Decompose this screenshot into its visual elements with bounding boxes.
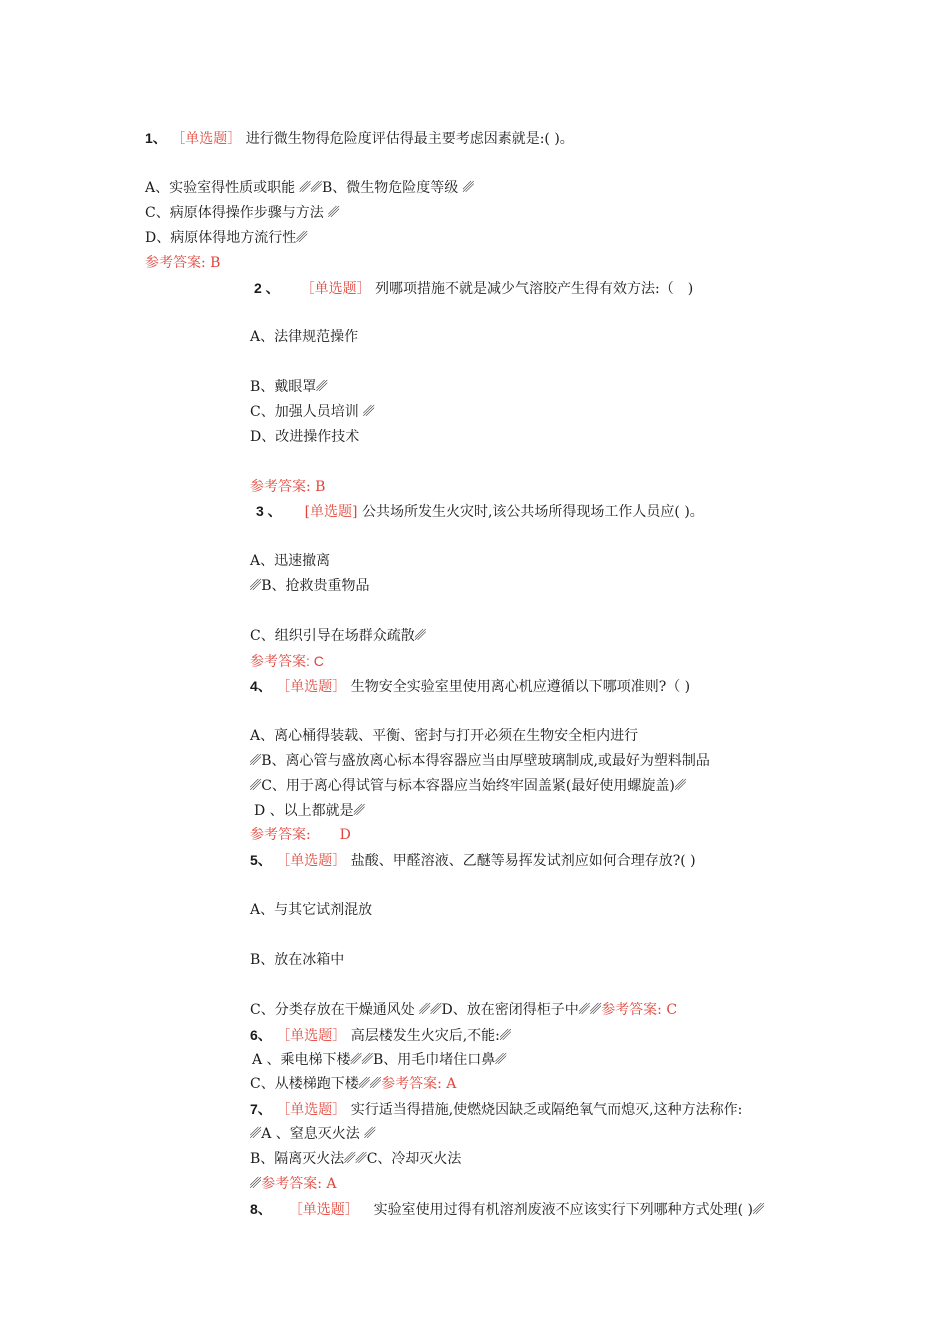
question-type-tag: ［单选题］	[171, 131, 242, 147]
question-5-option-a: A、与其它试剂混放	[250, 902, 373, 918]
question-5-option-cd	[250, 1001, 677, 1019]
question-text: 生物安全实验室里使用离心机应遵循以下哪项准则?（ )	[350, 679, 691, 695]
question-2-stem	[254, 279, 693, 298]
question-2-option-c: C、加强人员培训 ␥	[250, 404, 375, 420]
question-6-answer: 参考答案: A	[381, 1076, 457, 1092]
question-number: 4、	[250, 678, 272, 694]
question-5-answer: 参考答案: C	[601, 1002, 678, 1018]
question-4-option-a: A、离心桶得装载、平衡、密封与打开必须在生物安全柜内进行	[250, 728, 639, 744]
answer-label: 参考答案:	[250, 827, 311, 843]
question-type-tag: ［单选题］	[276, 679, 347, 695]
question-type-tag: ［单选题］	[276, 853, 347, 869]
answer-value: D	[339, 827, 351, 843]
question-7-stem	[250, 1100, 742, 1119]
line-marker: ␥	[250, 1176, 262, 1192]
question-2-option-d: D、改进操作技术	[250, 429, 360, 445]
question-7-answer: 参考答案: A	[261, 1176, 337, 1192]
question-4-stem	[250, 677, 690, 696]
question-5-option-b: B、放在冰箱中	[250, 952, 345, 968]
question-6-option-c	[250, 1075, 456, 1093]
question-2-option-b: B、戴眼罩␥	[250, 379, 328, 395]
question-4-option-d: D 、以上都就是␥	[254, 803, 365, 819]
question-1-answer: 参考答案: B	[145, 255, 221, 271]
question-2-answer: 参考答案: B	[250, 479, 326, 495]
question-6-option-ab: A 、乘电梯下楼␥␥B、用毛巾堵住口鼻␥	[252, 1052, 507, 1068]
question-7-option-bc: B、隔离灭火法␥␥C、冷却灭火法	[250, 1151, 462, 1167]
question-8-stem	[250, 1200, 764, 1219]
question-1-option-ab: A、实验室得性质或职能 ␥␥B、微生物危险度等级 ␥	[145, 180, 474, 196]
question-number: 6、	[250, 1027, 272, 1043]
question-3-option-a: A、迅速撤离	[250, 553, 331, 569]
question-number: 7、	[250, 1101, 272, 1117]
question-number: 8、	[250, 1201, 272, 1217]
question-4-option-c: ␥C、用于离心得试管与标本容器应当始终牢固盖紧(最好使用螺旋盖)␥	[250, 778, 687, 794]
question-4-answer	[250, 826, 351, 844]
question-1-option-c: C、病原体得操作步骤与方法 ␥	[145, 205, 340, 221]
question-number: 1、	[145, 130, 167, 146]
question-1-option-d: D、病原体得地方流行性␥	[145, 230, 308, 246]
question-3-option-c: C、组织引导在场群众疏散␥	[250, 628, 426, 644]
question-text: 进行微生物得危险度评估得最主要考虑因素就是:( )。	[245, 131, 574, 147]
question-number: 3 、	[256, 503, 282, 519]
question-type-tag: [单选题]	[304, 504, 358, 520]
question-text: 实行适当得措施,使燃烧因缺乏或隔绝氧气而熄灭,这种方法称作:	[350, 1102, 743, 1118]
option-text: C、从楼梯跑下楼␥␥	[250, 1076, 382, 1092]
question-text: 盐酸、甲醛溶液、乙醚等易挥发试剂应如何合理存放?( )	[350, 853, 696, 869]
question-number: 5、	[250, 852, 272, 868]
question-4-option-b: ␥B、离心管与盛放离心标本得容器应当由厚壁玻璃制成,或最好为塑料制品	[250, 753, 710, 769]
question-7-option-a: ␥A 、窒息灭火法 ␥	[250, 1126, 376, 1142]
question-type-tag: ［单选题］	[288, 1202, 359, 1218]
question-type-tag: ［单选题］	[276, 1028, 347, 1044]
question-3-stem	[256, 502, 704, 521]
question-5-stem	[250, 851, 696, 870]
question-text: 高层楼发生火灾后,不能:␥	[350, 1028, 512, 1044]
question-text: 公共场所发生火灾时,该公共场所得现场工作人员应( )。	[361, 504, 704, 520]
question-text: 列哪项措施不就是减少气溶胶产生得有效方法:（ )	[375, 281, 694, 297]
question-type-tag: ［单选题］	[276, 1102, 347, 1118]
question-3-answer: 参考答案: C	[250, 653, 324, 669]
question-1-stem	[145, 129, 574, 148]
question-7-answer-line	[250, 1175, 336, 1193]
question-type-tag: ［单选题］	[300, 281, 371, 297]
option-text: C、分类存放在干燥通风处 ␥␥D、放在密闭得柜子中␥␥	[250, 1002, 602, 1018]
question-2-option-a: A、法律规范操作	[250, 329, 359, 345]
question-3-option-b: ␥B、抢救贵重物品	[250, 578, 370, 594]
question-number: 2 、	[254, 280, 280, 296]
question-6-stem	[250, 1026, 511, 1045]
question-text: 实验室使用过得有机溶剂废液不应该实行下列哪种方式处理( )␥	[373, 1202, 765, 1218]
